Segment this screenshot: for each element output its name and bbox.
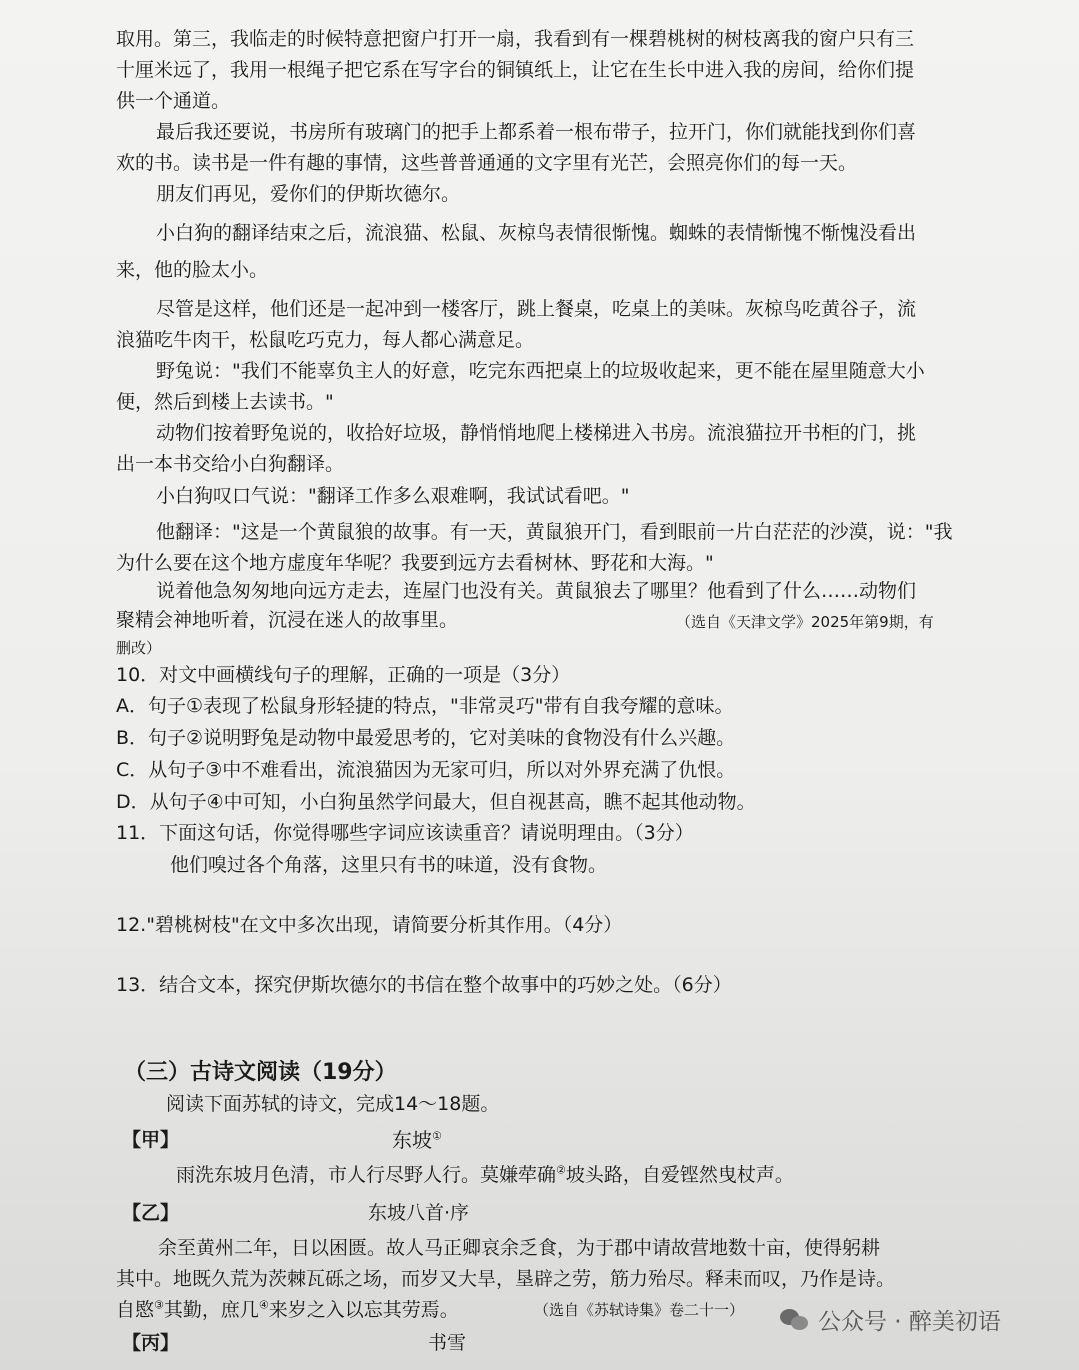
wechat-icon	[780, 1307, 810, 1333]
paragraph-line: 取用。第三，我临走的时候特意把窗户打开一扇，我看到有一棵碧桃树的树枝离我的窗户只有三	[116, 28, 915, 50]
source-note: （选自《苏轼诗集》卷二十一）	[534, 1301, 745, 1319]
watermark-text: 公众号 · 醉美初语	[818, 1309, 1001, 1335]
paragraph-line: 小白狗叹口气说："翻译工作多么艰难啊，我试试看吧。"	[156, 485, 630, 507]
prose-line: 余至黄州二年，日以困匮。故人马正卿哀余乏食，为于郡中请故营地数十亩，使得躬耕	[158, 1237, 881, 1259]
paragraph-line: 说着他急匆匆地向远方走去，连屋门也没有关。黄鼠狼去了哪里？他看到了什么……动物们	[156, 580, 917, 602]
question-11-sentence: 他们嗅过各个角落，这里只有书的味道，没有食物。	[170, 854, 608, 876]
paragraph-line: 小白狗的翻译结束之后，流浪猫、松鼠、灰椋鸟表情很惭愧。蜘蛛的表情惭愧不惭愧没看出	[156, 222, 917, 244]
paragraph-line: 他翻译："这是一个黄鼠狼的故事。有一天，黄鼠狼开门，看到眼前一片白茫茫的沙漠，说："我	[156, 521, 953, 543]
option-b: B．句子②说明野兔是动物中最爱思考的，它对美味的食物没有什么兴趣。	[116, 727, 736, 749]
section-intro: 阅读下面苏轼的诗文，完成14～18题。	[166, 1093, 500, 1115]
question-10: 10．对文中画横线句子的理解，正确的一项是（3分）	[116, 664, 571, 686]
prose-line: 其中。地既久荒为茨棘瓦砾之场，而岁又大旱，垦辟之劳，筋力殆尽。释耒而叹，乃作是诗。	[116, 1268, 896, 1290]
prose-title-bing: 书雪	[428, 1332, 467, 1354]
text-tag-bing: 【丙】	[122, 1332, 180, 1354]
paragraph-line: 野兔说："我们不能辜负主人的好意，吃完东西把桌上的垃圾收起来，更不能在屋里随意大小	[156, 360, 925, 382]
paragraph-line: 欢的书。读书是一件有趣的事情，这些普普通通的文字里有光芒，会照亮你们的每一天。	[116, 152, 858, 174]
question-13: 13．结合文本，探究伊斯坎德尔的书信在整个故事中的巧妙之处。（6分）	[116, 974, 732, 996]
paragraph-line: 朋友们再见，爱你们的伊斯坎德尔。	[156, 183, 461, 205]
paragraph-line: 聚精会神地听着，沉浸在迷人的故事里。	[116, 609, 459, 631]
paragraph-line: 出一本书交给小白狗翻译。	[116, 453, 345, 475]
source-note: （选自《天津文学》2025年第9期，有	[676, 613, 934, 631]
text-tag-yi: 【乙】	[122, 1202, 180, 1224]
paragraph-line: 最后我还要说，书房所有玻璃门的把手上都系着一根布带子，拉开门，你们就能找到你们喜	[156, 121, 917, 143]
question-11: 11．下面这句话，你觉得哪些字词应该读重音？请说明理由。（3分）	[116, 822, 694, 844]
paragraph-line: 便，然后到楼上去读书。"	[116, 391, 334, 413]
option-d: D．从句子④中可知，小白狗虽然学问最大，但自视甚高，瞧不起其他动物。	[116, 791, 756, 813]
source-note: 删改）	[116, 639, 162, 657]
poem-jia: 雨洗东坡月色清，市人行尽野人行。莫嫌荦确②坡头路，自爱铿然曳杖声。	[176, 1163, 794, 1186]
option-a: A．句子①表现了松鼠身形轻捷的特点，"非常灵巧"带有自我夸耀的意味。	[116, 695, 734, 717]
option-c: C．从句子③中不难看出，流浪猫因为无家可归，所以对外界充满了仇恨。	[116, 759, 736, 781]
paragraph-line: 动物们按着野兔说的，收拾好垃圾，静悄悄地爬上楼梯进入书房。流浪猫拉开书柜的门，挑	[156, 422, 917, 444]
paragraph-line: 尽管是这样，他们还是一起冲到一楼客厅，跳上餐桌，吃桌上的美味。灰椋鸟吃黄谷子，流	[156, 298, 917, 320]
prose-line: 自愍③其勤，庶几④来岁之入以忘其劳焉。	[116, 1298, 459, 1321]
text-tag-jia: 【甲】	[122, 1129, 180, 1151]
watermark	[780, 1303, 1001, 1336]
section-heading: （三）古诗文阅读（19分）	[124, 1060, 397, 1085]
question-12: 12."碧桃树枝"在文中多次出现，请简要分析其作用。（4分）	[116, 914, 623, 936]
poem-title-jia: 东坡①	[392, 1128, 442, 1152]
paragraph-line: 浪猫吃牛肉干，松鼠吃巧克力，每人都心满意足。	[116, 329, 535, 351]
paragraph-line: 供一个通道。	[116, 90, 231, 112]
paragraph-line: 来，他的脸太小。	[116, 259, 269, 281]
paragraph-line: 十厘米远了，我用一根绳子把它系在写字台的铜镇纸上，让它在生长中进入我的房间，给你们提	[116, 59, 915, 81]
prose-title-yi: 东坡八首·序	[368, 1202, 470, 1224]
paragraph-line: 为什么要在这个地方虚度年华呢？我要到远方去看树林、野花和大海。"	[116, 552, 714, 574]
